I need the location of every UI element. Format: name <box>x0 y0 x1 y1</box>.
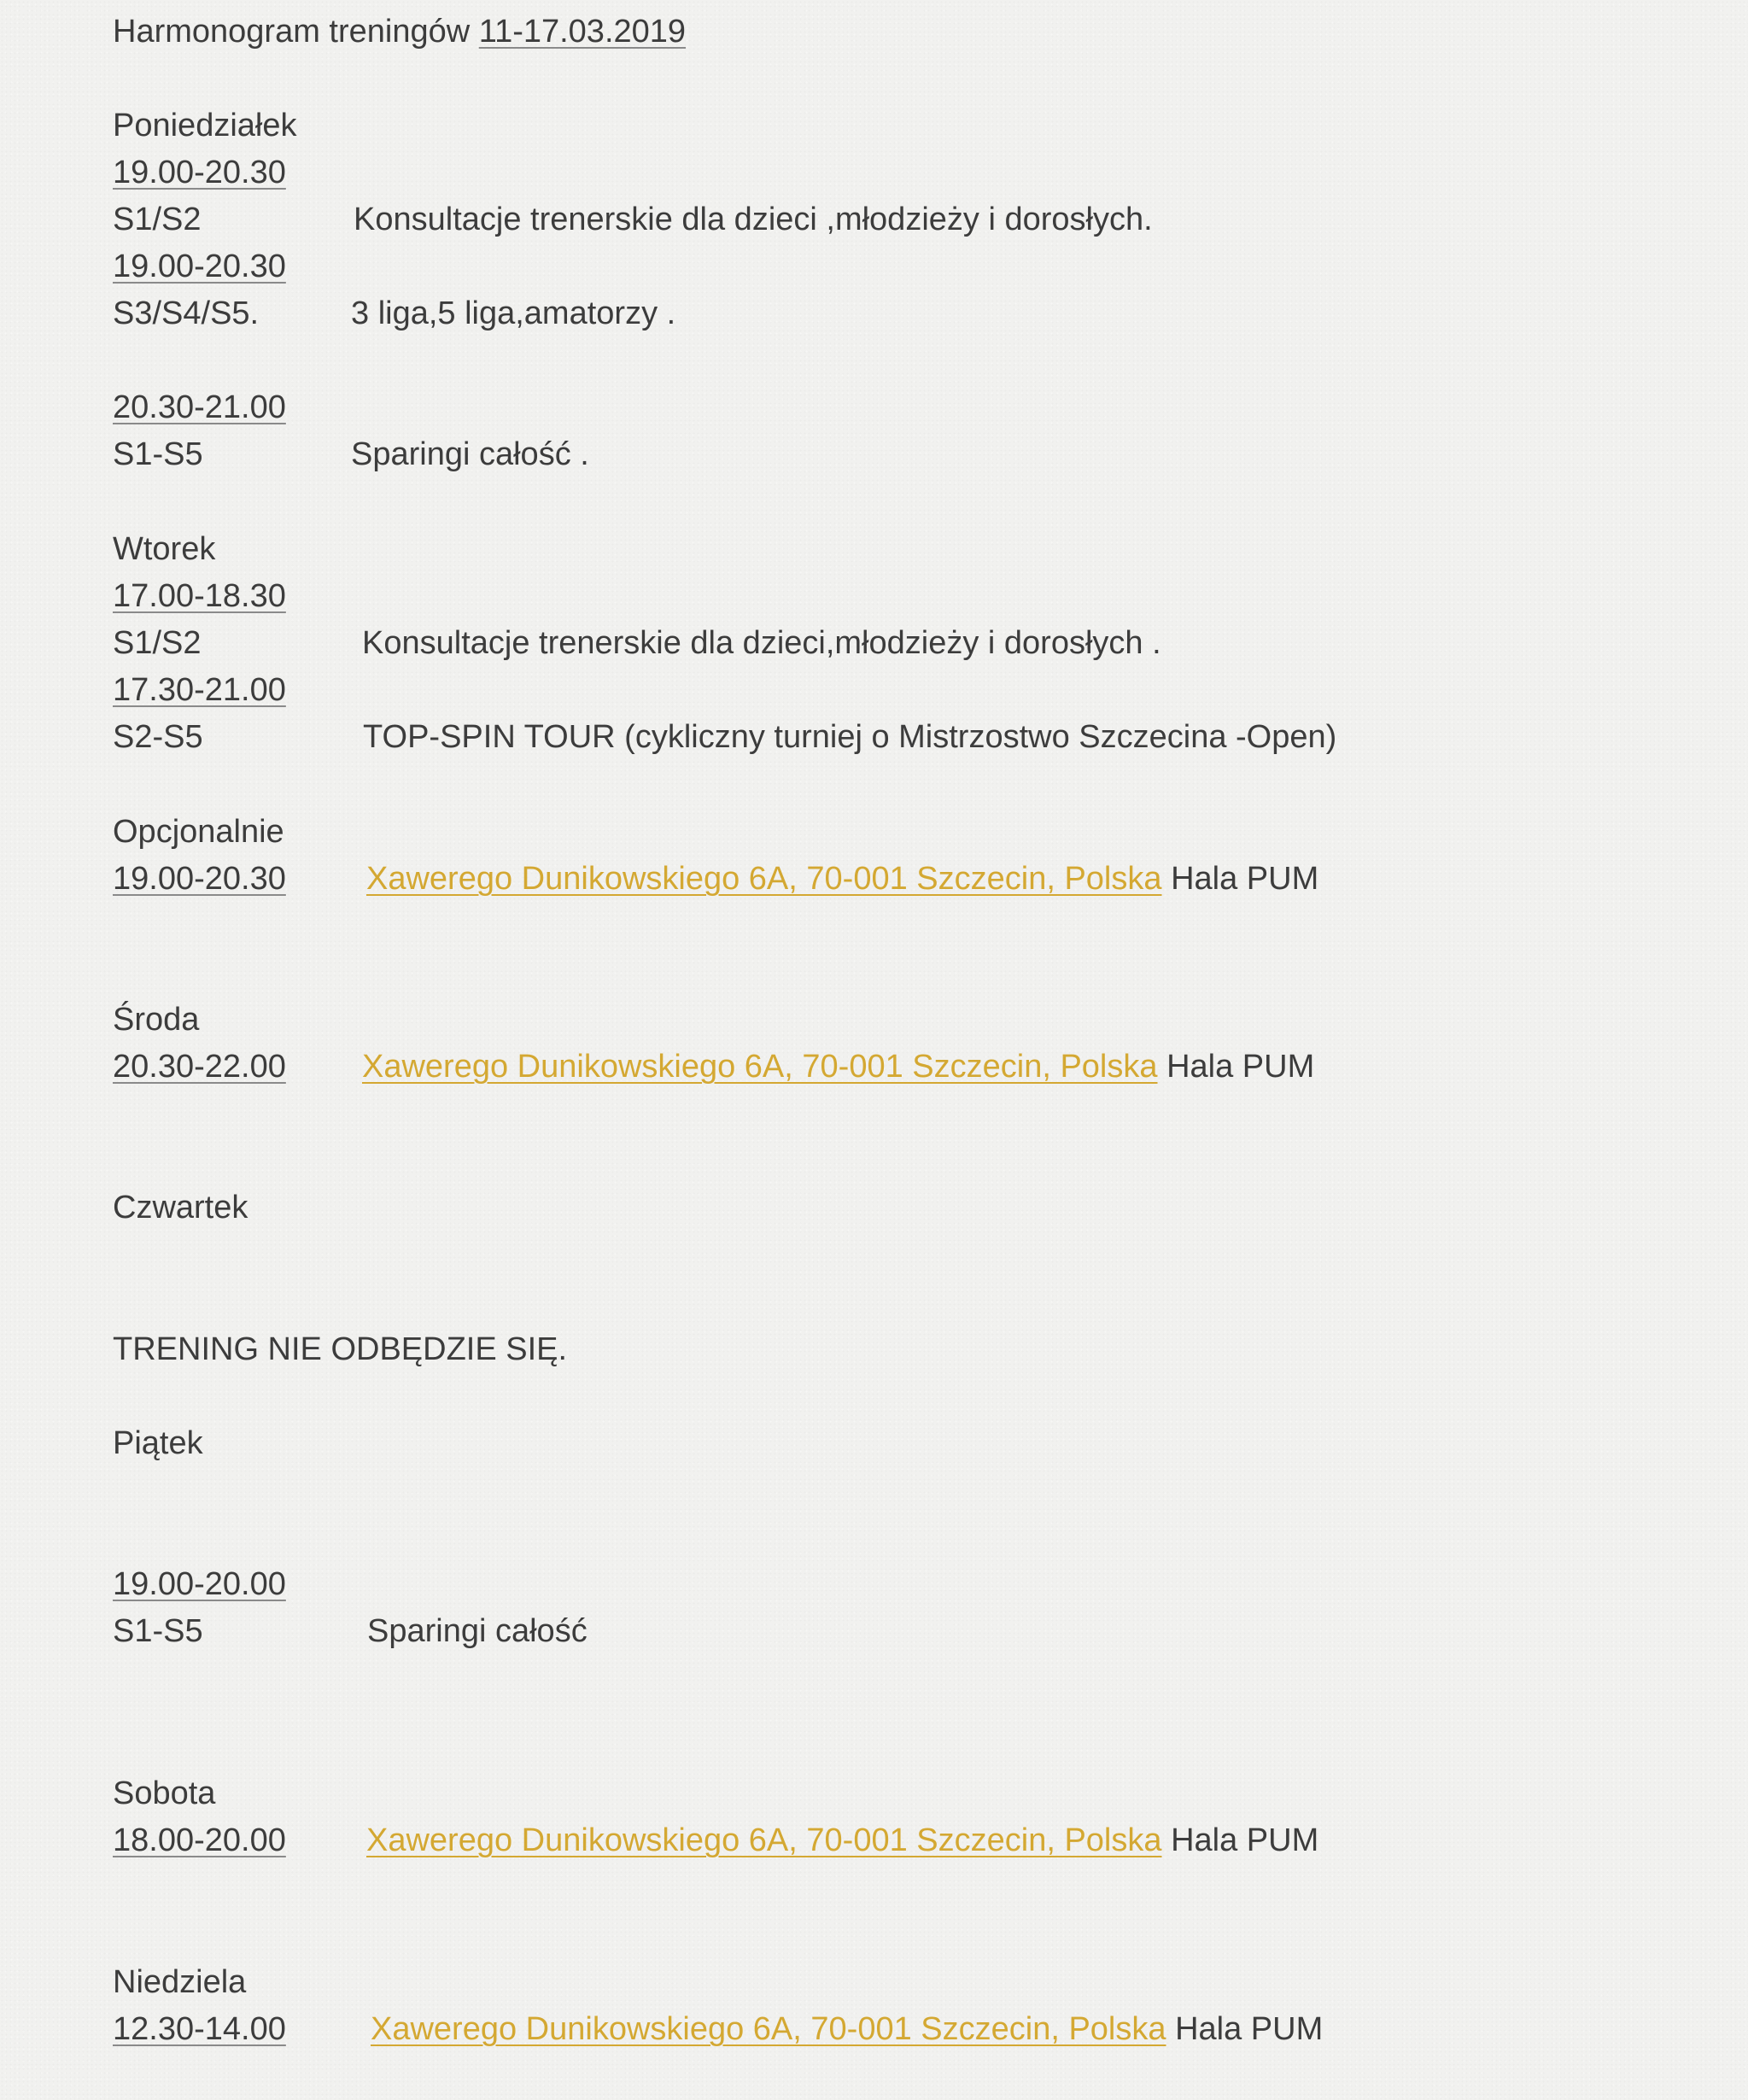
day-heading-optional: Opcjonalnie <box>113 814 284 850</box>
sunday-time[interactable]: 12.30-14.00 <box>113 2011 286 2047</box>
monday-group3: S1-S5 <box>113 436 203 472</box>
monday-time3[interactable]: 20.30-21.00 <box>113 389 286 425</box>
tuesday-time1[interactable]: 17.00-18.30 <box>113 578 286 614</box>
sunday-location <box>371 2009 1323 2050</box>
wednesday-time-row <box>113 1046 286 1087</box>
optional-venue: Hala PUM <box>1161 861 1319 897</box>
title-prefix: Harmonogram treningów <box>113 14 479 50</box>
monday-group2: S3/S4/S5. <box>113 295 260 331</box>
optional-time-row <box>113 858 286 899</box>
wednesday-time[interactable]: 20.30-22.00 <box>113 1049 286 1085</box>
tuesday-time2-row <box>113 670 286 711</box>
sunday-time-row <box>113 2009 286 2050</box>
monday-time2[interactable]: 19.00-20.30 <box>113 249 286 284</box>
tuesday-group2: S2-S5 <box>113 719 203 755</box>
monday-time3-row <box>113 387 286 428</box>
friday-time[interactable]: 19.00-20.00 <box>113 1566 286 1602</box>
optional-time[interactable]: 19.00-20.30 <box>113 861 286 897</box>
monday-desc1: Konsultacje trenerskie dla dzieci ,młodzieży i dorosłych. <box>354 202 1153 237</box>
day-heading-thursday: Czwartek <box>113 1190 248 1225</box>
day-heading-tuesday: Wtorek <box>113 531 216 567</box>
friday-desc: Sparingi całość <box>367 1613 588 1649</box>
monday-desc2: 3 liga,5 liga,amatorzy . <box>351 295 676 331</box>
tuesday-desc2: TOP-SPIN TOUR (cykliczny turniej o Mistrzostwo Szczecina -Open) <box>363 719 1337 755</box>
optional-address-link[interactable]: Xawerego Dunikowskiego 6A, 70-001 Szczecin, Polska <box>366 861 1162 897</box>
sunday-address-link[interactable]: Xawerego Dunikowskiego 6A, 70-001 Szczecin, Polska <box>371 2011 1166 2047</box>
tuesday-group1: S1/S2 <box>113 625 202 661</box>
day-heading-sunday: Niedziela <box>113 1964 247 2000</box>
friday-group: S1-S5 <box>113 1613 203 1649</box>
saturday-time-row <box>113 1820 286 1861</box>
document-title <box>113 11 686 52</box>
day-heading-saturday: Sobota <box>113 1775 216 1811</box>
tuesday-desc1: Konsultacje trenerskie dla dzieci,młodzieży i dorosłych . <box>362 625 1161 661</box>
monday-time1[interactable]: 19.00-20.30 <box>113 155 286 190</box>
saturday-time[interactable]: 18.00-20.00 <box>113 1822 286 1858</box>
thursday-note: TRENING NIE ODBĘDZIE SIĘ. <box>113 1331 568 1367</box>
friday-time-row <box>113 1564 286 1605</box>
tuesday-time1-row <box>113 576 286 617</box>
title-dates[interactable]: 11-17.03.2019 <box>478 14 687 50</box>
wednesday-venue: Hala PUM <box>1157 1049 1315 1085</box>
sunday-venue: Hala PUM <box>1166 2011 1324 2047</box>
saturday-venue: Hala PUM <box>1161 1822 1319 1858</box>
saturday-location <box>366 1820 1318 1861</box>
monday-group1: S1/S2 <box>113 202 202 237</box>
day-heading-wednesday: Środa <box>113 1002 200 1038</box>
monday-time1-row <box>113 152 286 193</box>
day-heading-monday: Poniedziałek <box>113 108 297 143</box>
wednesday-location <box>362 1046 1314 1087</box>
monday-desc3: Sparingi całość . <box>351 436 589 472</box>
day-heading-friday: Piątek <box>113 1425 203 1461</box>
wednesday-address-link[interactable]: Xawerego Dunikowskiego 6A, 70-001 Szczecin, Polska <box>362 1049 1158 1085</box>
tuesday-time2[interactable]: 17.30-21.00 <box>113 672 286 708</box>
saturday-address-link[interactable]: Xawerego Dunikowskiego 6A, 70-001 Szczecin, Polska <box>366 1822 1162 1858</box>
optional-location <box>366 858 1318 899</box>
monday-time2-row <box>113 246 286 287</box>
